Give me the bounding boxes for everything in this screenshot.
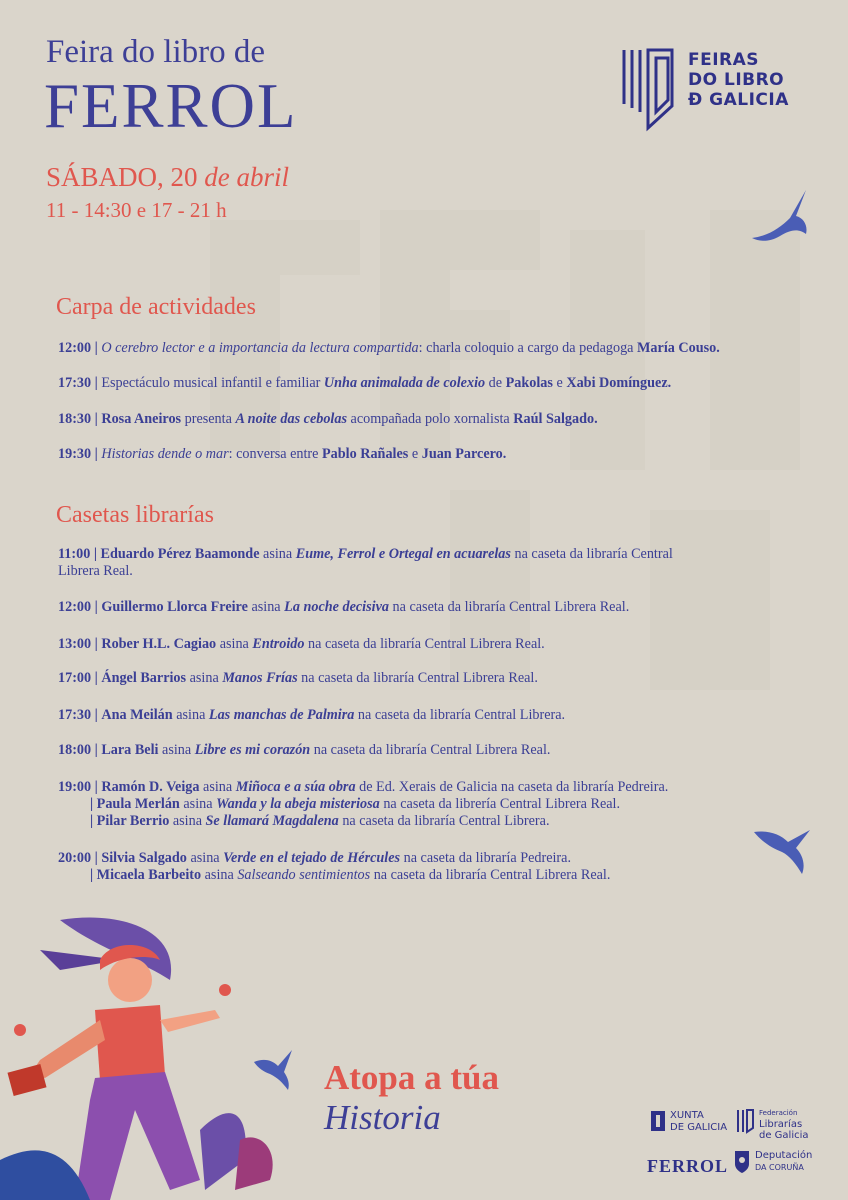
row-time: 17:30 |	[58, 375, 98, 391]
row-book: Verde en el tejado de Hércules	[223, 850, 401, 866]
row-text: Espectáculo musical infantil e familiar	[97, 375, 324, 391]
row-text: de Ed. Xerais de Galicia na caseta da libraría Pedreira.	[355, 779, 669, 795]
row-text: asina	[179, 796, 217, 812]
caseta-row	[58, 850, 818, 867]
row-time: 12:00 |	[58, 340, 98, 356]
row-author: Guillermo Llorca Freire	[101, 599, 248, 615]
caseta-row	[58, 599, 818, 616]
row-text: acompañada polo xornalista	[347, 411, 514, 427]
row-text: presenta	[181, 411, 236, 427]
row-text: asina	[186, 670, 223, 686]
row-text: de	[485, 375, 506, 391]
row-text: na caseta da libraría Central Librera Real.	[297, 670, 538, 686]
caseta-row	[58, 796, 818, 813]
row-text: asina	[216, 636, 253, 652]
section-title-casetas: Casetas librarías	[56, 502, 214, 528]
federacion-line-2: Librarías	[759, 1119, 803, 1130]
row-author: Rosa Aneiros	[101, 411, 182, 427]
row-time: 17:30 |	[58, 707, 98, 723]
row-text: e	[552, 375, 567, 391]
row-author: Lara Beli	[101, 742, 159, 758]
federacion-line-3: de Galicia	[759, 1130, 809, 1141]
carpa-row	[58, 446, 818, 463]
slogan-line-1: Atopa a túa	[324, 1058, 500, 1097]
row-time: 18:00 |	[58, 742, 98, 758]
row-author: Raúl Salgado.	[513, 411, 598, 427]
row-time: 18:30 |	[58, 411, 98, 427]
ferrol-logo: FERROL	[647, 1156, 729, 1176]
row-text: na caseta da libraría Central Librera.	[338, 813, 550, 829]
row-book: Se llamará Magdalena	[205, 813, 339, 829]
section-title-carpa: Carpa de actividades	[56, 294, 256, 320]
reader-illustration	[0, 900, 330, 1200]
row-time: |	[90, 813, 94, 829]
hours: 11 - 14:30 e 17 - 21 h	[46, 198, 227, 222]
caseta-row	[58, 867, 818, 884]
xunta-line-2: DE GALICIA	[670, 1122, 728, 1133]
row-time: |	[90, 796, 94, 812]
caseta-row	[58, 670, 818, 687]
feiras-logo-mark-icon	[620, 46, 690, 132]
row-author: Ángel Barrios	[101, 670, 187, 686]
row-author: Micaela Barbeito	[96, 867, 202, 883]
row-text: : conversa entre	[228, 446, 322, 462]
row-book: La noche decisiva	[284, 599, 389, 615]
carpa-row	[58, 340, 818, 357]
row-author: Pilar Berrio	[96, 813, 170, 829]
row-book: Wanda y la abeja misteriosa	[216, 796, 380, 812]
row-text: asina	[259, 546, 296, 562]
row-author: Rober H.L. Cagiao	[101, 636, 217, 652]
deputacion-shield-icon	[733, 1148, 751, 1174]
row-author: Silvia Salgado	[101, 850, 187, 866]
row-text: O cerebro lector e a importancia da lectura compartida	[101, 340, 419, 356]
row-author: Pakolas	[505, 375, 553, 391]
row-time: 17:00 |	[58, 670, 98, 686]
row-author: Ramón D. Veiga	[101, 779, 200, 795]
row-book: Eume, Ferrol e Ortegal en acuarelas	[295, 546, 511, 562]
date-month: de abril	[204, 162, 290, 192]
row-time: 20:00 |	[58, 850, 98, 866]
row-text: na caseta da libraría Central Librera Real.	[370, 867, 611, 883]
row-text: e	[408, 446, 422, 462]
row-text: na caseta da libraría Central Librera Real.	[388, 599, 630, 615]
deputacion-line-1: Deputación	[755, 1150, 813, 1161]
date-line	[46, 162, 289, 193]
row-text: na caseta da libraría Central Librera Real.	[310, 742, 551, 758]
row-book: Las manchas de Palmira	[208, 707, 355, 723]
carpa-row	[58, 411, 818, 428]
carpa-row	[58, 375, 818, 392]
row-time: 12:00 |	[58, 599, 98, 615]
date-day: SÁBADO, 20	[46, 162, 198, 192]
row-text: na caseta da libraría Central Librera Real.	[304, 636, 545, 652]
caseta-row	[58, 636, 818, 653]
caseta-row	[58, 779, 818, 796]
row-author: Paula Merlán	[96, 796, 180, 812]
row-time: 19:30 |	[58, 446, 98, 462]
title-big: FERROL	[44, 71, 298, 141]
row-author: Juan Parcero.	[421, 446, 507, 462]
row-text: asina	[172, 707, 209, 723]
row-text: María Couso.	[637, 340, 720, 356]
logo-line-3: Ð GALICIA	[688, 90, 789, 110]
caseta-row	[58, 742, 818, 759]
row-book: Libre es mi corazón	[194, 742, 311, 758]
xunta-shield-icon	[650, 1110, 666, 1132]
row-time: 13:00 |	[58, 636, 98, 652]
row-book: Miñoca e a súa obra	[235, 779, 356, 795]
row-time: 11:00 |	[58, 546, 97, 562]
row-author: Eduardo Pérez Baamonde	[100, 546, 260, 562]
row-author: Xabi Domínguez.	[566, 375, 672, 391]
row-time: 19:00 |	[58, 779, 98, 795]
title-small: Feira do libro de	[46, 34, 266, 70]
feiras-logo-text	[688, 50, 789, 110]
slogan-line-2: Historia	[324, 1098, 441, 1137]
row-author: Ana Meilán	[101, 707, 173, 723]
row-book: Unha animalada de colexio	[323, 375, 486, 391]
row-time: |	[90, 867, 94, 883]
logo-line-2: DO LIBRO	[688, 70, 785, 90]
row-text: Historias dende o mar	[101, 446, 229, 462]
deputacion-line-2: DA CORUÑA	[755, 1163, 804, 1172]
row-text: asina	[186, 850, 224, 866]
row-text: asina	[201, 867, 238, 883]
row-text: asina	[158, 742, 195, 758]
row-text: na caseta da libraría Pedreira.	[400, 850, 572, 866]
row-text: asina	[199, 779, 236, 795]
row-text: : charla coloquio a cargo da pedagoga	[418, 340, 638, 356]
row-text: Librera Real.	[58, 563, 133, 579]
row-author: Pablo Rañales	[321, 446, 409, 462]
row-text: asina	[169, 813, 206, 829]
xunta-line-1: XUNTA	[670, 1110, 704, 1121]
caseta-row	[58, 546, 818, 580]
row-text: na caseta da libraría Central Librera.	[354, 707, 566, 723]
row-book: Entroido	[252, 636, 305, 652]
logo-line-1: FEIRAS	[688, 50, 760, 70]
row-book: A noite das cebolas	[235, 411, 347, 427]
caseta-row	[58, 813, 818, 830]
row-book: Salseando sentimientos	[237, 867, 371, 883]
row-text: na caseta da librería Central Librera Real.	[379, 796, 621, 812]
caseta-row	[58, 707, 818, 724]
federacion-mark-icon	[735, 1108, 755, 1134]
row-text: na caseta da libraría Central	[510, 546, 673, 562]
row-text: asina	[247, 599, 285, 615]
federacion-line-1: Federación	[759, 1109, 798, 1117]
row-book: Manos Frías	[222, 670, 298, 686]
swallow-icon	[750, 188, 810, 246]
